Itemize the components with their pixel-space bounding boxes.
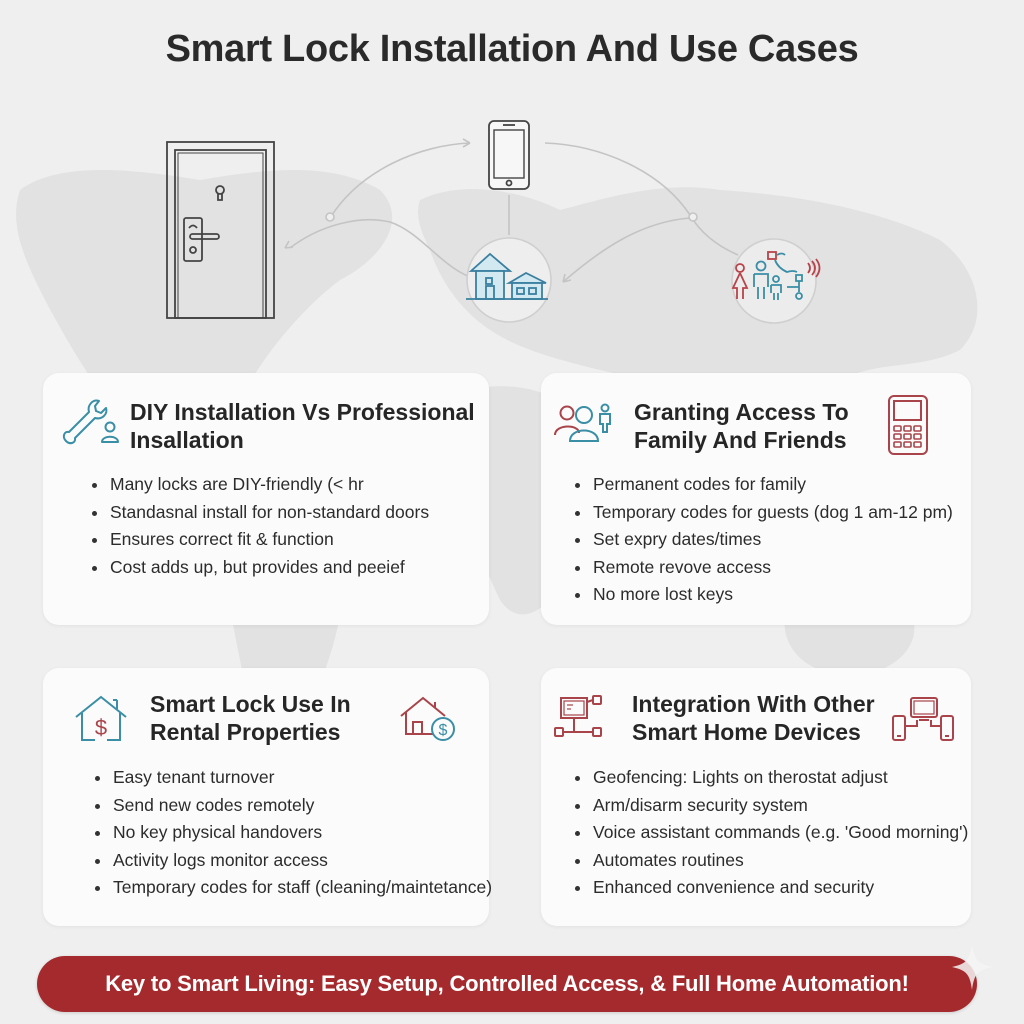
family-group-icon [552, 400, 618, 444]
door-icon [167, 142, 274, 318]
list-item: Ensures correct fit & function [88, 526, 429, 554]
bullet-list [91, 764, 492, 902]
card-title-line2: Smart Home Devices [632, 719, 861, 745]
list-item: Voice assistant commands (e.g. 'Good morning') [571, 819, 968, 847]
sparkle-icon [950, 942, 994, 992]
card-smart-home-integration [541, 668, 971, 926]
list-item: Easy tenant turnover [91, 764, 492, 792]
list-item: No key physical handovers [91, 819, 492, 847]
list-item: Cost adds up, but provides and peeief [88, 554, 429, 582]
card-title-line1: DIY Installation Vs Professional [130, 399, 475, 425]
card-title-line2: Rental Properties [150, 719, 341, 745]
list-item: Geofencing: Lights on therostat adjust [571, 764, 968, 792]
list-item: Arm/disarm security system [571, 792, 968, 820]
bullet-list [571, 471, 953, 609]
card-title-line1: Integration With Other [632, 691, 875, 717]
card-granting-access [541, 373, 971, 625]
house-coin-icon [399, 694, 461, 744]
network-computer-icon [553, 694, 609, 744]
list-item: Remote revove access [571, 554, 953, 582]
svg-text:$: $ [438, 722, 448, 739]
wrench-person-icon [61, 397, 123, 449]
summary-banner [37, 956, 977, 1012]
hero-illustration [0, 100, 1024, 360]
card-rental-properties [43, 668, 493, 926]
list-item: No more lost keys [571, 581, 953, 609]
keypad-icon [887, 394, 929, 456]
list-item: Enhanced convenience and security [571, 874, 968, 902]
connected-devices-icon [891, 696, 955, 744]
list-item: Temporary codes for staff (cleaning/maintetance) [91, 874, 492, 902]
list-item: Set expry dates/times [571, 526, 953, 554]
svg-text:$: $ [94, 715, 108, 740]
list-item: Many locks are DIY-friendly (< hr [88, 471, 429, 499]
card-title-line1: Smart Lock Use In [150, 691, 351, 717]
bullet-list [571, 764, 968, 902]
list-item: Send new codes remotely [91, 792, 492, 820]
card-title-line2: Family And Friends [634, 427, 847, 453]
list-item: Activity logs monitor access [91, 847, 492, 875]
card-title-line1: Granting Access To [634, 399, 849, 425]
card-diy-vs-professional [43, 373, 489, 625]
card-title-line2: Insallation [130, 427, 244, 453]
page-title: Smart Lock Installation And Use Cases [165, 28, 859, 70]
list-item: Automates routines [571, 847, 968, 875]
bullet-list [88, 471, 429, 581]
list-item: Permanent codes for family [571, 471, 953, 499]
house-dollar-icon [73, 694, 129, 744]
list-item: Temporary codes for guests (dog 1 am-12 pm) [571, 499, 953, 527]
list-item: Standasnal install for non-standard doors [88, 499, 429, 527]
banner-text: Key to Smart Living: Easy Setup, Controlled Access, & Full Home Automation! [105, 971, 909, 996]
smartphone-icon [489, 121, 529, 189]
